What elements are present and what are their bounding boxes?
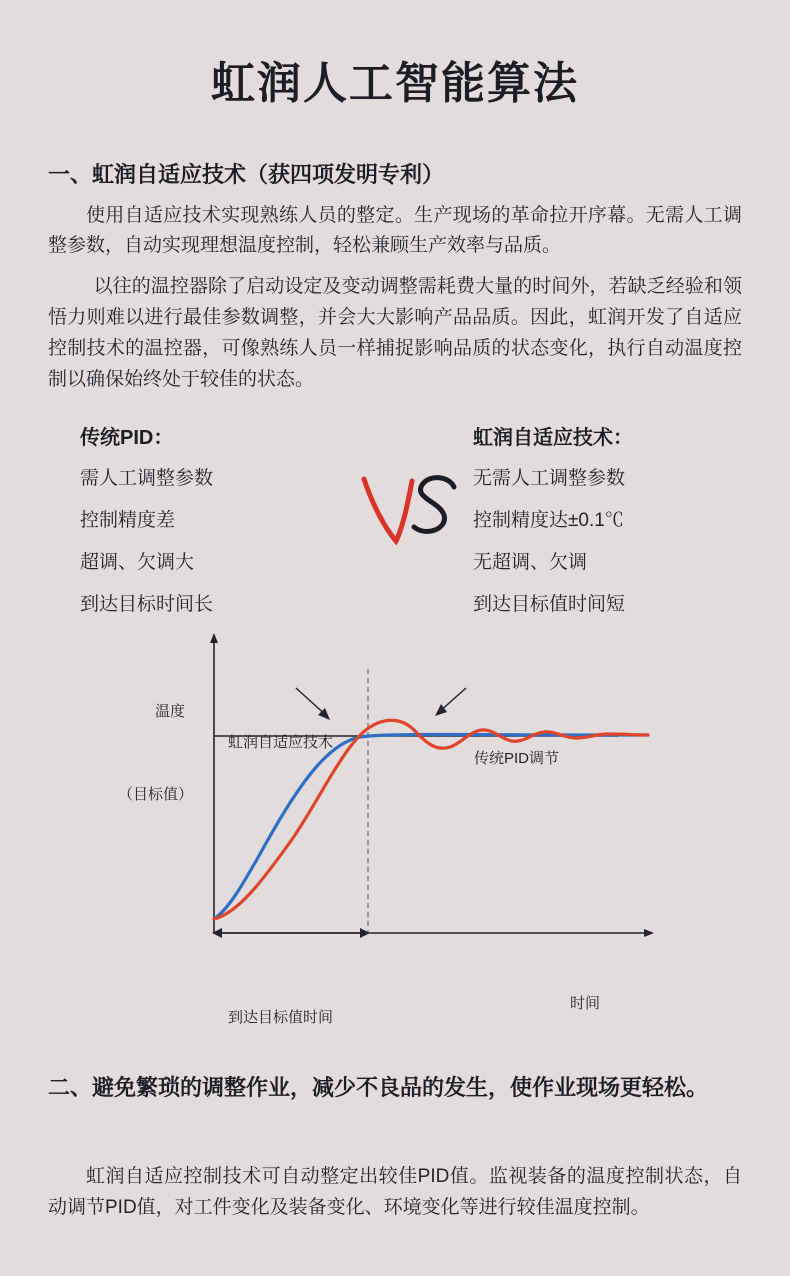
vs-icon <box>358 469 468 549</box>
comparison-right-item-4: 到达目标值时间短 <box>473 593 626 615</box>
section-2-paragraph-1: 虹润自适应控制技术可自动整定出较佳PID值。监视装备的温度控制状态，自动调节PID值，对工件变化及装备变化、环境变化等进行较佳温度控制。 <box>48 1166 742 1218</box>
comparison-column-traditional <box>80 421 320 635</box>
comparison-left-item-3: 超调、欠调大 <box>80 551 195 573</box>
comparison-right-title: 虹润自适应技术： <box>473 427 633 450</box>
section-heading-2: 二、避免繁琐的调整作业，减少不良品的发生，使作业现场更轻松。 <box>48 1075 709 1100</box>
section-1-paragraph-2: 以往的温控器除了启动设定及变动调整需耗费大量的时间外，若缺乏经验和领悟力则难以进行最佳参数调整，并会大大影响产品品质。因此，虹润开发了自适应控制技术的温控器，可像熟练人员一样捕捉影响品质的状态变化，执行自动温度控制以确保始终处于较佳的状态。 <box>48 276 742 390</box>
chart-ylabel: 温度 <box>155 703 186 720</box>
chart-pid-annotation: 传统PID调节 <box>474 750 560 767</box>
comparison-left-title: 传统PID： <box>80 427 174 450</box>
comparison-left-item-1: 需人工调整参数 <box>80 468 214 490</box>
response-curve-chart <box>48 631 742 991</box>
chart-target-label: （目标值） <box>118 786 194 803</box>
comparison-right-item-2: 控制精度达±0.1℃ <box>473 510 624 532</box>
comparison-right-item-1: 无需人工调整参数 <box>473 468 626 490</box>
section-1-paragraph-1: 使用自适应技术实现熟练人员的整定。生产现场的革命拉开序幕。无需人工调整参数，自动实现理想温度控制，轻松兼顾生产效率与品质。 <box>48 204 742 257</box>
comparison-right-item-3: 无超调、欠调 <box>473 551 588 573</box>
chart-adaptive-annotation: 虹润自适应技术 <box>228 734 334 751</box>
comparison-column-adaptive <box>473 421 753 635</box>
comparison-block <box>48 421 742 621</box>
page-title: 虹润人工智能算法 <box>211 59 579 108</box>
section-heading-1: 一、虹润自适应技术（获四项发明专利） <box>48 161 445 187</box>
comparison-left-item-2: 控制精度差 <box>80 510 176 532</box>
chart-reach-time-annotation: 到达目标值时间 <box>228 1009 334 1026</box>
chart-xlabel: 时间 <box>570 995 601 1012</box>
chart-svg <box>48 631 742 991</box>
comparison-left-item-4: 到达目标时间长 <box>80 593 214 615</box>
